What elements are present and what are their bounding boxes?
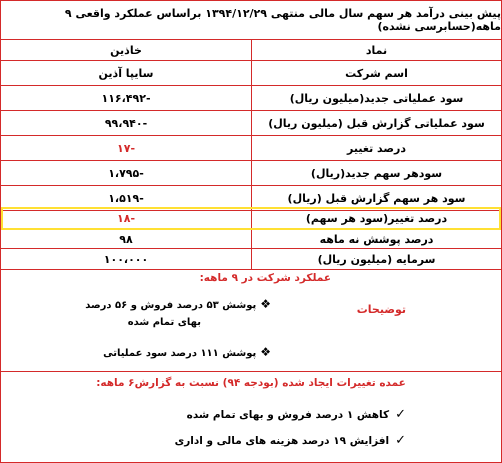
table-row	[1, 61, 501, 86]
row-value: ۹۸	[119, 232, 133, 246]
row-value-change: -۱۷	[117, 141, 136, 155]
notes-list	[1, 287, 311, 371]
row-label: درصد تغییر(سود هر سهم)	[251, 207, 501, 229]
notes-label: توضیحات	[356, 303, 406, 316]
row-label: سود عملیاتی گزارش قبل (میلیون ریال)	[251, 111, 501, 135]
row-value-change: -۱۸	[117, 211, 136, 225]
row-label: سود هر سهم گزارش قبل (ریال)	[251, 186, 501, 210]
row-value: -۱،۵۱۹	[108, 191, 144, 205]
row-value: -۱،۷۹۵	[108, 166, 144, 180]
header-value: خاذین	[110, 43, 142, 57]
bullet-text: بهای تمام شده	[127, 317, 201, 328]
row-value: -۹۹،۹۴۰	[104, 116, 148, 130]
list-item	[103, 345, 271, 359]
row-label: سودهر سهم جدید(ریال)	[251, 161, 501, 185]
row-label: سود عملیاتی جدید(میلیون ریال)	[251, 86, 501, 110]
table-row	[1, 230, 501, 249]
table-row	[1, 86, 501, 111]
table-row	[1, 161, 501, 186]
change-text: کاهش ۱ درصد فروش و بهای تمام شده	[186, 409, 390, 421]
header-label: نماد	[251, 40, 501, 60]
list-item	[175, 433, 406, 448]
performance-heading-row	[1, 269, 501, 287]
table-row	[1, 136, 501, 161]
notes-section	[1, 287, 501, 372]
list-item-continuation	[128, 317, 201, 328]
table-header-row	[1, 40, 501, 61]
performance-heading: عملکرد شرکت در ۹ ماهه:	[199, 272, 331, 284]
changes-heading: عمده تغییرات ایجاد شده (بودجه ۹۴) نسبت به گزارش۶ ماهه:	[96, 377, 406, 389]
row-label: اسم شرکت	[251, 61, 501, 85]
check-icon: ✓	[395, 407, 406, 422]
table-row	[1, 111, 501, 136]
report-title: پیش بینی درآمد هر سهم سال مالی منتهی ۱۳۹۴/۱۲/۲۹ براساس عملکرد واقعی ۹ ماهه(حسابرسی نشده)	[1, 1, 501, 40]
bullet-text: پوشش ۵۳ درصد فروش و ۵۶ درصد	[85, 300, 257, 311]
bullet-text: پوشش ۱۱۱ درصد سود عملیاتی	[103, 348, 257, 359]
diamond-bullet-icon: ❖	[260, 297, 271, 311]
table-row-highlighted	[1, 207, 501, 230]
row-label: درصد تغییر	[251, 136, 501, 160]
row-label: درصد پوشش نه ماهه	[251, 230, 501, 248]
row-value: -۱۱۶،۴۹۲	[101, 91, 151, 105]
list-item	[85, 297, 271, 311]
row-label: سرمایه (میلیون ریال)	[251, 249, 501, 269]
change-text: افزایش ۱۹ درصد هزینه های مالی و اداری	[174, 435, 390, 447]
row-value: ۱۰۰،۰۰۰	[103, 252, 149, 266]
check-icon: ✓	[395, 433, 406, 448]
row-value: سایپا آذین	[98, 66, 154, 80]
diamond-bullet-icon: ❖	[260, 345, 271, 359]
table-row	[1, 249, 501, 270]
list-item	[187, 407, 406, 422]
